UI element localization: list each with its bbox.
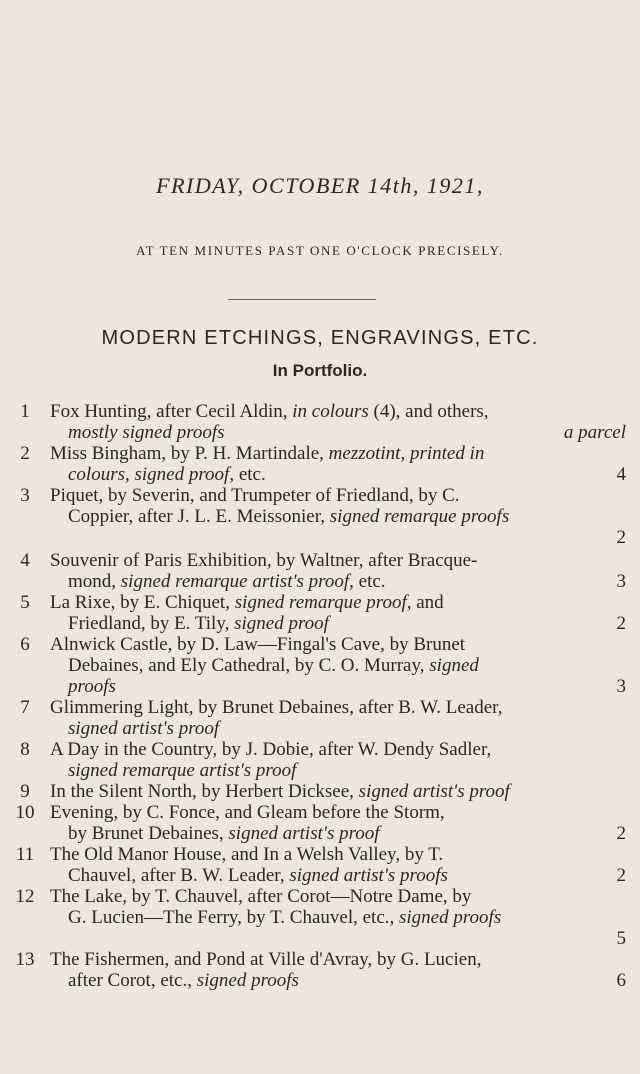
lot-quantity: 2 [616, 613, 626, 634]
lot-number: 2 [20, 443, 30, 464]
lot-text-italic: signed remarque artist's proof, [120, 571, 354, 592]
lot-text: Glimmering Light, by Brunet Debaines, after B. W. Leader, [50, 697, 503, 718]
lot-text: Chauvel, after B. W. Leader, [68, 865, 290, 886]
lot-quantity: 6 [616, 970, 626, 991]
lot-text: (4), and others, [368, 401, 489, 422]
lot-text-italic: signed remarque proof, [234, 592, 412, 613]
lot-text: In the Silent North, by Herbert Dicksee, [50, 781, 359, 802]
lot-number: 9 [20, 781, 30, 802]
lot-quantity: 4 [616, 464, 626, 485]
lot-text: etc. [353, 571, 386, 592]
lot-text-italic: signed remarque artist's proof [68, 760, 297, 781]
lot-number: 12 [15, 886, 35, 907]
lot-number: 13 [15, 949, 35, 970]
lot-text: The Lake, by T. Chauvel, after Corot—Notre Dame, by [50, 886, 472, 907]
lot-text: G. Lucien—The Ferry, by T. Chauvel, etc., [68, 907, 399, 928]
lot-text-italic: signed artist's proof [68, 718, 220, 739]
lot-text: Evening, by C. Fonce, and Gleam before the Storm, [50, 802, 445, 823]
lot-text: by Brunet Debaines, [68, 823, 229, 844]
lot-text-italic: signed proof [234, 613, 329, 634]
lot-text-italic: signed proofs [196, 970, 299, 991]
lot-text: and [411, 592, 444, 613]
lot-text: Alnwick Castle, by D. Law—Fingal's Cave, by Brunet [50, 634, 466, 655]
section-subtitle: In Portfolio. [272, 361, 368, 380]
lot-number: 6 [20, 634, 30, 655]
lot-number: 3 [20, 485, 30, 506]
lot-text-italic: mezzotint, printed in [328, 443, 485, 464]
lot-text: The Fishermen, and Pond at Ville d'Avray, by G. Lucien, [50, 949, 482, 970]
lot-text: Fox Hunting, after Cecil Aldin, [50, 401, 293, 422]
lot-quantity: 5 [616, 928, 626, 949]
lot-quantity: 3 [616, 571, 626, 592]
lot-text: La Rixe, by E. Chiquet, [50, 592, 235, 613]
lot-text-italic: colours, signed proof, [68, 464, 235, 485]
lot-text: A Day in the Country, by J. Dobie, after W. Dendy Sadler, [50, 739, 492, 760]
lot-number: 10 [15, 802, 35, 823]
lot-text-italic: in colours [292, 401, 369, 422]
lot-text-italic: signed proofs [399, 907, 502, 928]
section-title: MODERN ETCHINGS, ENGRAVINGS, ETC. [101, 327, 539, 349]
lot-text: Friedland, by E. Tily, [68, 613, 235, 634]
lot-text-italic: signed [429, 655, 479, 676]
lot-text-italic: signed artist's proof [228, 823, 380, 844]
lot-quantity: 2 [616, 823, 626, 844]
lot-text: etc. [234, 464, 266, 485]
lot-quantity: 2 [616, 865, 626, 886]
sale-date: FRIDAY, OCTOBER 14th, 1921, [156, 173, 484, 198]
lot-quantity: 2 [616, 527, 626, 548]
lot-number: 11 [15, 844, 35, 865]
lot-text: Souvenir of Paris Exhibition, by Waltner, after Bracque- [50, 550, 478, 571]
lot-number: 8 [20, 739, 30, 760]
lot-text-italic: mostly signed proofs [68, 422, 225, 443]
lot-text: Piquet, by Severin, and Trumpeter of Friedland, by C. [50, 485, 460, 506]
lot-text-italic: signed remarque proofs [329, 506, 510, 527]
divider-rule [228, 299, 376, 300]
lot-text-italic: signed artist's proof [358, 781, 510, 802]
lot-number: 4 [20, 550, 30, 571]
sale-time: AT TEN MINUTES PAST ONE O'CLOCK PRECISELY. [136, 243, 504, 258]
lot-number: 7 [20, 697, 30, 718]
lot-text-italic: proofs [68, 676, 116, 697]
lot-text: mond, [68, 571, 121, 592]
lot-text: Coppier, after J. L. E. Meissonier, [68, 506, 330, 527]
lot-quantity: a parcel [563, 422, 626, 443]
lot-text: Miss Bingham, by P. H. Martindale, [50, 443, 329, 464]
lot-text: The Old Manor House, and In a Welsh Valley, by T. [50, 844, 444, 865]
lot-number: 5 [20, 592, 30, 613]
lot-text: after Corot, etc., [68, 970, 197, 991]
lot-number: 1 [20, 401, 30, 422]
lot-text-italic: signed artist's proofs [289, 865, 448, 886]
lot-quantity: 3 [616, 676, 626, 697]
lot-text: Debaines, and Ely Cathedral, by C. O. Murray, [68, 655, 430, 676]
